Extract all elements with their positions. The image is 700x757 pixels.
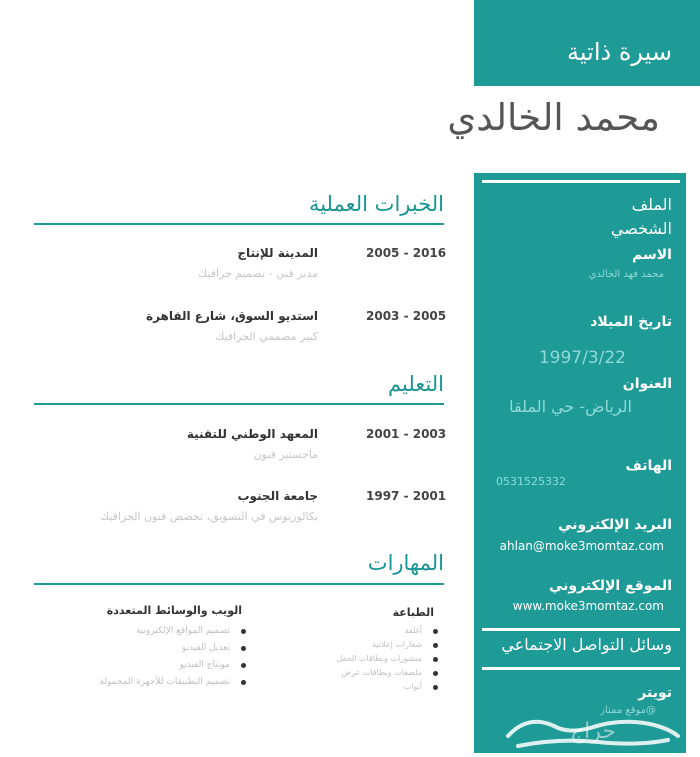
address-value: الرياض- حي الملقا bbox=[509, 397, 632, 416]
experience-2-years: 2003 - 2005 bbox=[366, 309, 447, 323]
list-item: مونتاج الفيديو bbox=[99, 657, 246, 674]
experience-2-role: كبير مصممي الجرافيك bbox=[215, 330, 318, 343]
address-label: العنوان bbox=[622, 376, 672, 392]
list-item: منشورات وبطاقات الحفل bbox=[337, 652, 438, 666]
social-heading: وسائل التواصل الاجتماعي bbox=[501, 635, 672, 654]
skills-divider bbox=[34, 583, 444, 585]
social-divider bbox=[482, 628, 680, 631]
education-divider bbox=[34, 403, 444, 405]
list-item: تصميم التطبيقات للأجهزة المحمولة bbox=[99, 674, 246, 691]
skills-web-list bbox=[99, 623, 246, 691]
skills-print-heading: الطباعة bbox=[392, 606, 434, 619]
website-label: الموقع الإلكتروني bbox=[549, 578, 672, 594]
profile-heading: الملف الشخصي bbox=[610, 195, 672, 238]
dob-value: 1997/3/22 bbox=[538, 348, 626, 368]
name-label: الاسم bbox=[632, 247, 672, 263]
education-1-degree: ماجستير فنون bbox=[253, 448, 318, 461]
email-value[interactable]: ahlan@moke3momtaz.com bbox=[499, 539, 664, 553]
list-item: تصميم المواقع الإلكترونية bbox=[99, 623, 246, 640]
document-title: سيرة ذاتية bbox=[567, 38, 672, 66]
social-divider-bottom bbox=[482, 667, 680, 670]
skills-print-list bbox=[337, 624, 438, 694]
profile-panel bbox=[474, 173, 686, 753]
watermark-logo bbox=[498, 706, 688, 754]
list-item: أبواب bbox=[337, 680, 438, 694]
phone-label: الهاتف bbox=[625, 458, 672, 474]
education-2-place: جامعة الجنوب bbox=[237, 489, 318, 503]
twitter-label: تويتر bbox=[638, 685, 672, 701]
experience-1-role: مدير فني - تصميم جرافيك bbox=[198, 267, 318, 280]
experience-1-years: 2005 - 2016 bbox=[366, 246, 447, 260]
skills-web-heading: الويب والوسائط المتعددة bbox=[106, 604, 242, 617]
experience-divider bbox=[34, 223, 444, 225]
skills-heading: المهارات bbox=[367, 551, 444, 575]
list-item: أغلفة bbox=[337, 624, 438, 638]
education-2-degree: بكالوريوس في التسويق، تخصص فنون الجرافيك bbox=[100, 510, 318, 523]
list-item: شعارات إعلانية bbox=[337, 638, 438, 652]
website-value[interactable]: www.moke3momtaz.com bbox=[512, 599, 664, 613]
list-item: ملصقات وبطاقات عرض bbox=[337, 666, 438, 680]
education-heading: التعليم bbox=[388, 372, 444, 396]
education-1-years: 2001 - 2003 bbox=[366, 427, 447, 441]
header-band bbox=[474, 0, 700, 86]
watermark-text: حراج bbox=[569, 719, 617, 744]
experience-1-place: المدينة للإنتاج bbox=[237, 246, 318, 260]
experience-heading: الخبرات العملية bbox=[308, 192, 444, 216]
education-2-years: 1997 - 2001 bbox=[366, 489, 447, 503]
dob-label: تاريخ الميلاد bbox=[590, 314, 672, 330]
education-1-place: المعهد الوطني للتقنية bbox=[186, 427, 318, 441]
profile-divider bbox=[482, 180, 680, 183]
person-name: محمد الخالدي bbox=[447, 96, 660, 139]
email-label: البريد الإلكتروني bbox=[558, 517, 672, 533]
list-item: تعديل الفيديو bbox=[99, 640, 246, 657]
phone-value: 0531525332 bbox=[496, 475, 566, 488]
twitter-value: @موقع ممتاز bbox=[600, 705, 656, 716]
experience-2-place: استديو السوق، شارع القاهرة bbox=[146, 309, 318, 323]
name-value: محمد فهد الخالدي bbox=[588, 269, 664, 280]
